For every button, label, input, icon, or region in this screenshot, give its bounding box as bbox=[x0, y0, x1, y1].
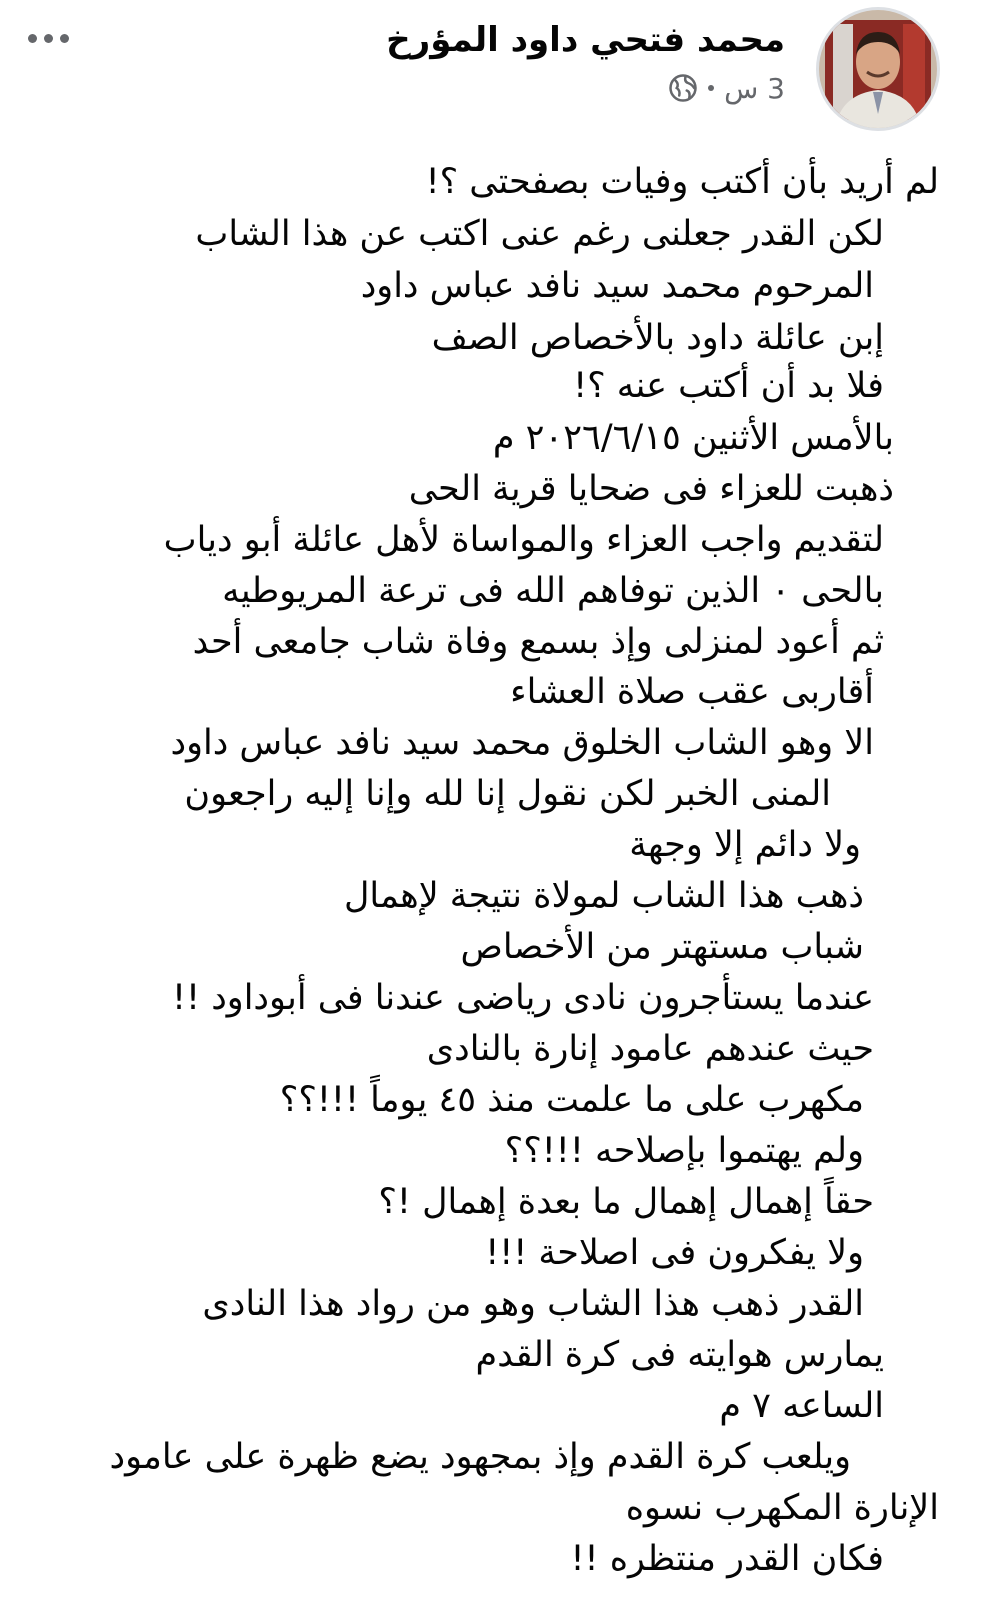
post-line: ولا دائم إلا وجهة bbox=[629, 825, 861, 865]
post-line: لكن القدر جعلنى رغم عنى اكتب عن هذا الشاب bbox=[195, 214, 884, 254]
post-line: شباب مستهتر من الأخصاص bbox=[460, 927, 864, 967]
post-line: حيث عندهم عامود إنارة بالنادى bbox=[426, 1029, 874, 1069]
more-horizontal-icon bbox=[28, 34, 37, 43]
post-line: لم أريد بأن أكتب وفيات بصفحتى ؟! bbox=[425, 162, 939, 202]
post-line: بالأمس الأثنين ٢٠٢٦/٦/١٥ م bbox=[492, 418, 894, 458]
more-dot bbox=[60, 34, 69, 43]
post-timestamp[interactable]: 3 س bbox=[724, 71, 785, 105]
meta-separator-dot bbox=[708, 85, 714, 91]
avatar[interactable] bbox=[819, 10, 937, 128]
post-line: ولا يفكرون فى اصلاحة !!! bbox=[485, 1233, 864, 1273]
avatar-portrait bbox=[819, 10, 937, 128]
post-line: حقاً إهمال إهمال ما بعدة إهمال !؟ bbox=[378, 1182, 874, 1222]
post-line: أقاربى عقب صلاة العشاء bbox=[510, 672, 874, 712]
author-name[interactable]: محمد فتحي داود المؤرخ bbox=[386, 20, 785, 60]
post-meta bbox=[668, 68, 785, 108]
post-line: ذهب هذا الشاب لمولاة نتيجة لإهمال bbox=[343, 876, 864, 916]
post-line: القدر ذهب هذا الشاب وهو من رواد هذا النادى bbox=[202, 1284, 864, 1324]
post-line: المرحوم محمد سيد نافد عباس داود bbox=[360, 266, 874, 306]
post-line: ثم أعود لمنزلى وإذ بسمع وفاة شاب جامعى أحد bbox=[192, 622, 884, 662]
post-line: ذهبت للعزاء فى ضحايا قرية الحى bbox=[408, 469, 894, 509]
post-line: ويلعب كرة القدم وإذ بمجهود يضع ظهرة على عامود bbox=[109, 1437, 851, 1477]
post-line: يمارس هوايته فى كرة القدم bbox=[475, 1335, 884, 1375]
post-line: الإنارة المكهرب نسوه bbox=[625, 1488, 939, 1528]
post-line: مكهرب على ما علمت منذ ٤٥ يوماً !!!؟؟ bbox=[279, 1080, 864, 1120]
post-header bbox=[0, 0, 981, 140]
post-line: فلا بد أن أكتب عنه ؟! bbox=[573, 366, 884, 406]
globe-icon[interactable] bbox=[668, 73, 698, 103]
post-line: عندما يستأجرون نادى رياضى عندنا فى أبوداود !! bbox=[172, 978, 874, 1018]
post-line: الا وهو الشاب الخلوق محمد سيد نافد عباس داود bbox=[170, 723, 874, 763]
post-line: بالحى ٠ الذين توفاهم الله فى ترعة المريوطيه bbox=[222, 571, 884, 611]
post-line: لتقديم واجب العزاء والمواساة لأهل عائلة أبو دياب bbox=[163, 520, 884, 560]
post-line: إبن عائلة داود بالأخصاص الصف bbox=[431, 318, 884, 358]
post-line: ولم يهتموا بإصلاحه !!!؟؟ bbox=[504, 1131, 864, 1171]
more-options-button[interactable] bbox=[18, 20, 78, 56]
post-line: الساعه ٧ م bbox=[719, 1386, 884, 1426]
post-line: فكان القدر منتظره !! bbox=[570, 1539, 884, 1579]
more-dot bbox=[44, 34, 53, 43]
post-line: المنى الخبر لكن نقول إنا لله وإنا إليه راجعون bbox=[184, 774, 831, 814]
